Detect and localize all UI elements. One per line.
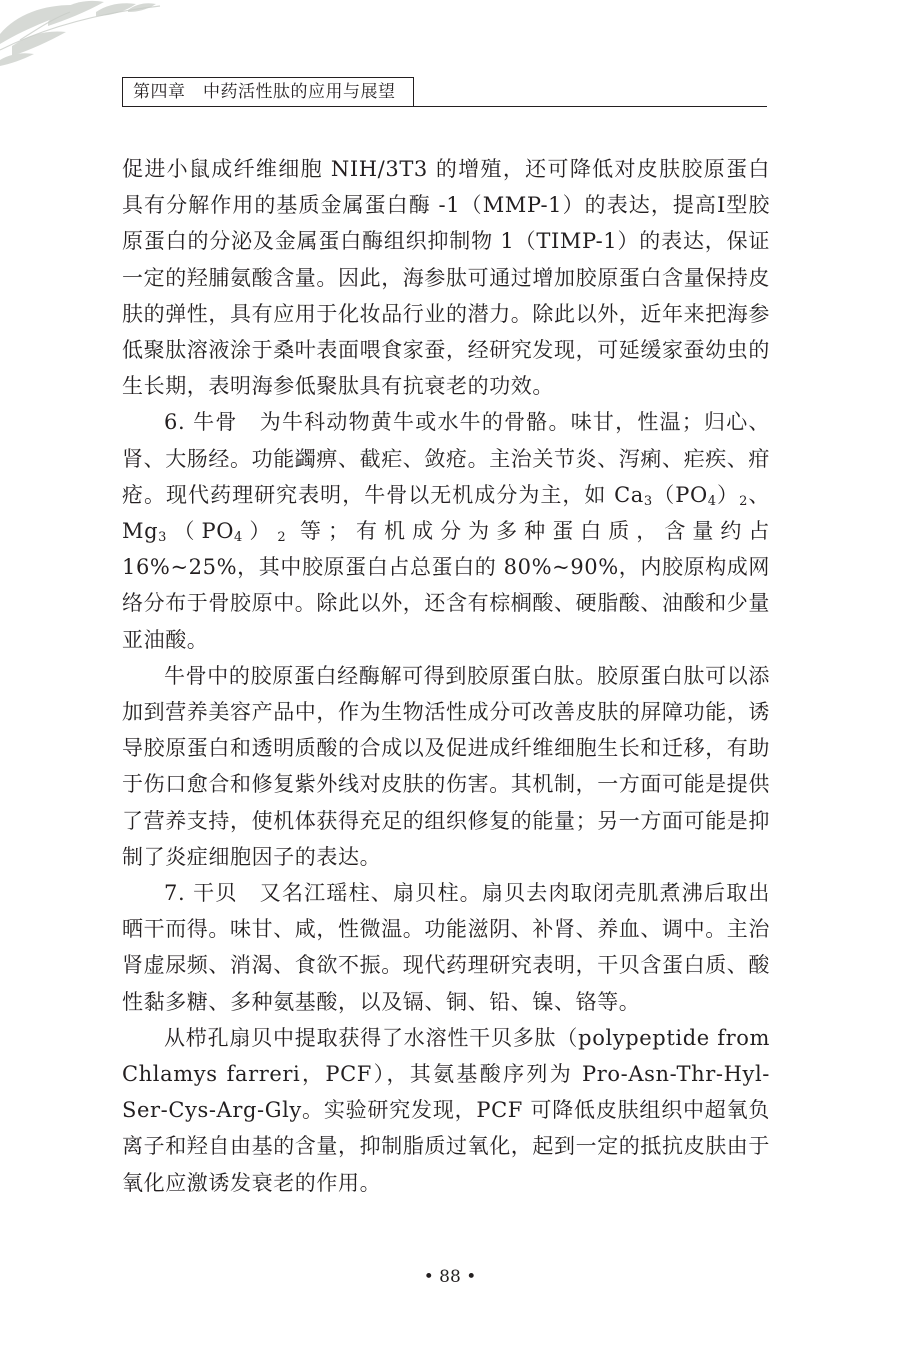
paragraph-sea-cucumber-continued: 促进小鼠成纤维细胞 NIH/3T3 的增殖，还可降低对皮肤胶原蛋白具有分解作用的基质金属蛋白酶 -1（MMP-1）的表达，提高Ⅰ型胶原蛋白的分泌及金属蛋白酶组织抑制物 1（TIMP-1）的表达，保证一定的羟脯氨酸含量。因此，海参肽可通过增加胶原蛋白含量保持皮肤的弹性，具有应用于化妆品行业的潜力。除此以外，近年来把海参低聚肽溶液涂于桑叶表面喂食家蚕，经研究发现，可延缓家蚕幼虫的生长期，表明海参低聚肽具有抗衰老的功效。 <box>122 157 770 399</box>
paragraph-beef-bone: 6. 牛骨 为牛科动物黄牛或水牛的骨骼。味甘，性温；归心、肾、大肠经。功能蠲痹、截疟、敛疮。主治关节炎、泻痢、疟疾、疳疮。现代药理研究表明，牛骨以无机成分为主，如 $Ca_3(PO_4)_2$、$Mg_3(PO_4)_2$ 等；有机成分为多种蛋白质，含量约占 16%~25%，其中胶原蛋白占总蛋白的 80%~90%，内胶原构成网络分布于骨胶原中。除此以外，还含有棕榈酸、硬脂酸、油酸和少量亚油酸。 <box>122 410 770 652</box>
chapter-header <box>122 77 414 107</box>
body-text <box>122 151 770 1201</box>
paragraph-pcf: 从栉孔扇贝中提取获得了水溶性干贝多肽（polypeptide from Chlamys farreri，PCF），其氨基酸序列为 Pro-Asn-Thr-Hyl-Ser-Cys-Arg-Gly。实验研究发现，PCF 可降低皮肤组织中超氧负离子和羟自由基的含量，抑制脂质过氧化，起到一定的抵抗皮肤由于氧化应激诱发衰老的作用。 <box>122 1025 770 1195</box>
paragraph-dried-scallop: 7. 干贝 又名江瑶柱、扇贝柱。扇贝去肉取闭壳肌煮沸后取出晒干而得。味甘、咸，性微温。功能滋阴、补肾、养血、调中。主治肾虚尿频、消渴、食欲不振。现代药理研究表明，干贝含蛋白质、酸性黏多糖、多种氨基酸，以及镉、铜、铅、镍、铬等。 <box>122 881 770 1014</box>
paragraph-collagen-peptide: 牛骨中的胶原蛋白经酶解可得到胶原蛋白肽。胶原蛋白肽可以添加到营养美容产品中，作为生物活性成分可改善皮肤的屏障功能，诱导胶原蛋白和透明质酸的合成以及促进成纤维细胞生长和迁移，有助于伤口愈合和修复紫外线对皮肤的伤害。其机制，一方面可能是提供了营养支持，使机体获得充足的组织修复的能量；另一方面可能是抑制了炎症细胞因子的表达。 <box>122 663 770 869</box>
header-rule <box>122 106 767 107</box>
leaf-decoration-icon <box>0 0 200 80</box>
chapter-title: 第四章 中药活性肽的应用与展望 <box>133 82 396 102</box>
page-number: • 88 • <box>423 1267 477 1287</box>
